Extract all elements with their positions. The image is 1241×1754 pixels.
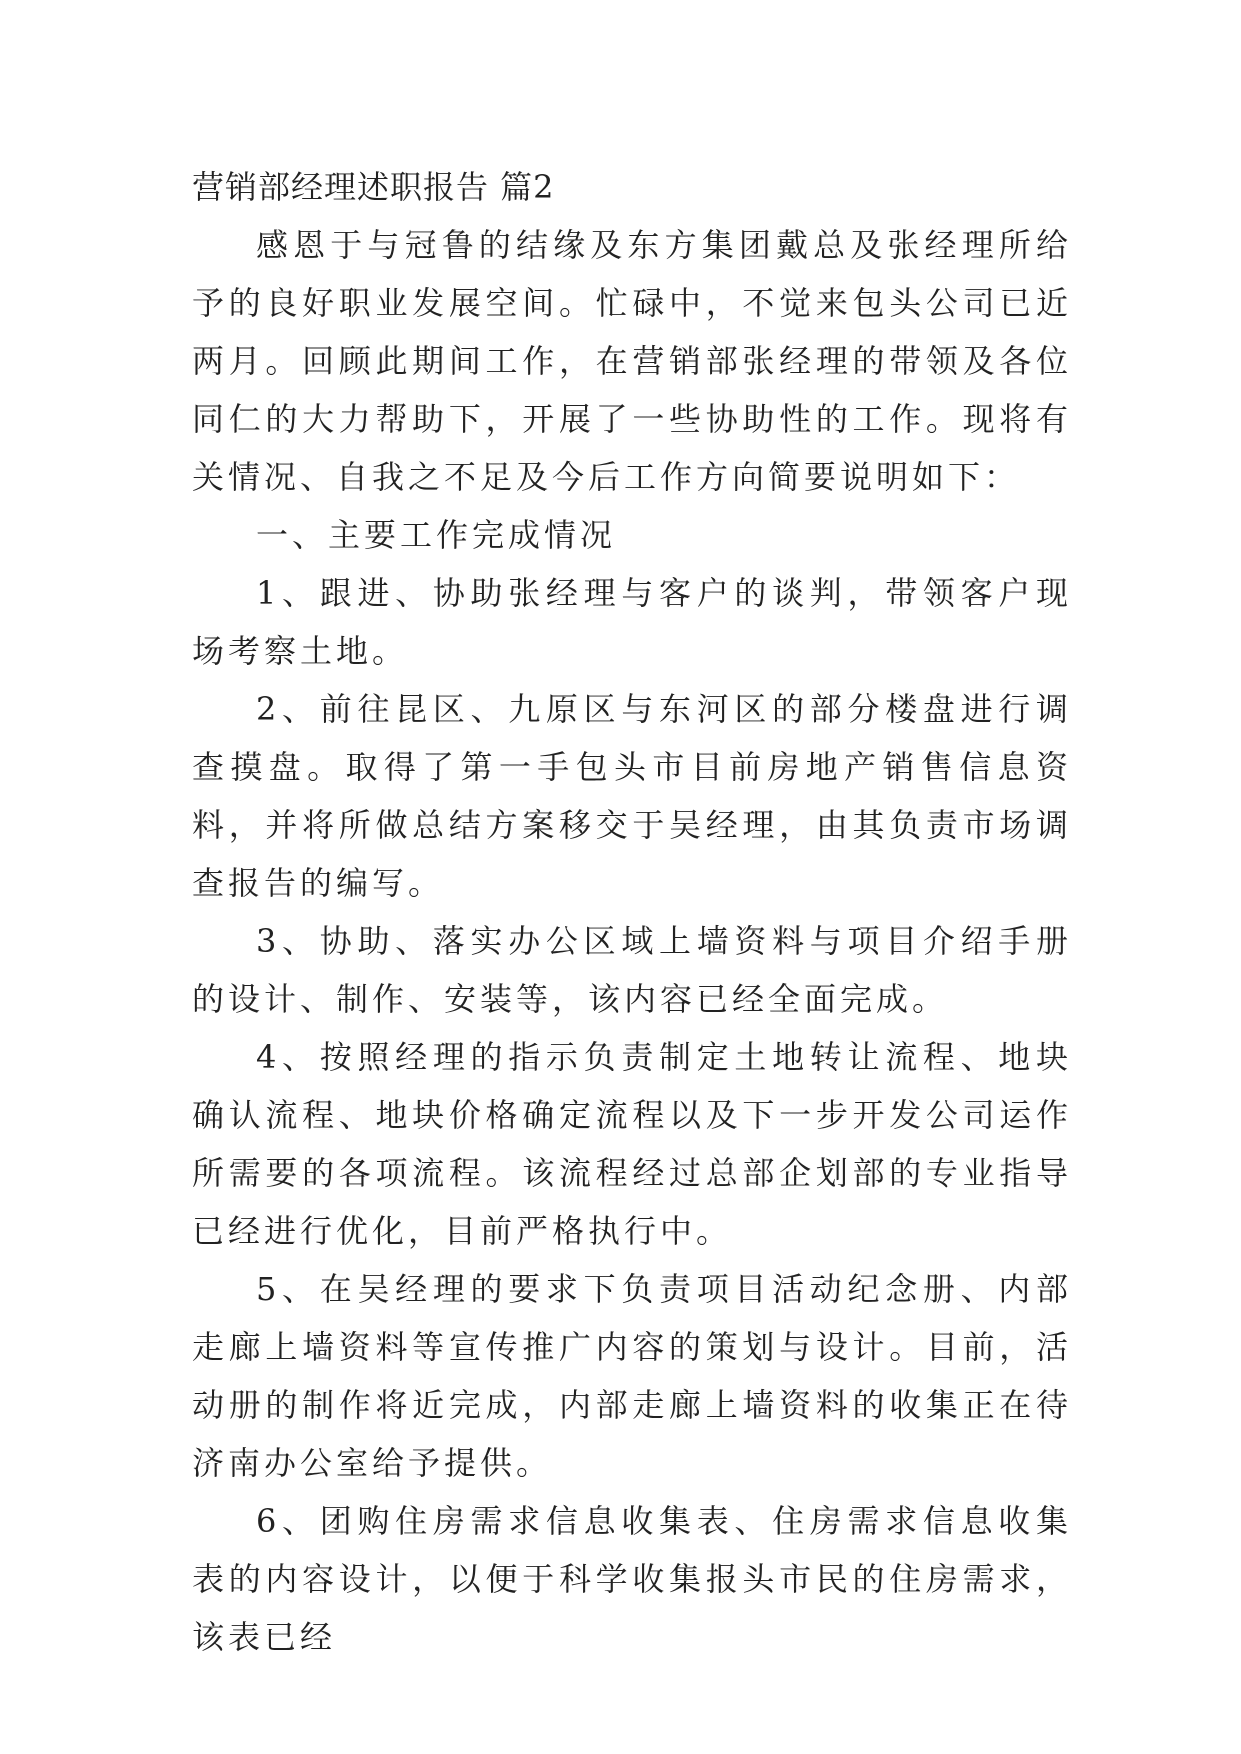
list-item: 6、团购住房需求信息收集表、住房需求信息收集表的内容设计，以便于科学收集报头市民的住房需求，该表已经 <box>192 1502 1072 1656</box>
list-item: 1、跟进、协助张经理与客户的谈判，带领客户现场考察土地。 <box>192 574 1072 670</box>
list-item: 3、协助、落实办公区域上墙资料与项目介绍手册的设计、制作、安装等，该内容已经全面完成。 <box>192 922 1072 1018</box>
list-item: 4、按照经理的指示负责制定土地转让流程、地块确认流程、地块价格确定流程以及下一步开发公司运作所需要的各项流程。该流程经过总部企划部的专业指导已经进行优化，目前严格执行中。 <box>192 1038 1072 1250</box>
document-body <box>192 158 1072 1666</box>
section-heading: 一、主要工作完成情况 <box>256 516 617 554</box>
list-item: 2、前往昆区、九原区与东河区的部分楼盘进行调查摸盘。取得了第一手包头市目前房地产销售信息资料，并将所做总结方案移交于吴经理，由其负责市场调查报告的编写。 <box>192 690 1072 902</box>
document-title: 营销部经理述职报告 篇2 <box>192 168 555 206</box>
list-item: 5、在吴经理的要求下负责项目活动纪念册、内部走廊上墙资料等宣传推广内容的策划与设计。目前，活动册的制作将近完成，内部走廊上墙资料的收集正在待济南办公室给予提供。 <box>192 1270 1072 1482</box>
intro-paragraph: 感恩于与冠鲁的结缘及东方集团戴总及张经理所给予的良好职业发展空间。忙碌中，不觉来包头公司已近两月。回顾此期间工作，在营销部张经理的带领及各位同仁的大力帮助下，开展了一些协助性的工作。现将有关情况、自我之不足及今后工作方向简要说明如下： <box>192 226 1072 496</box>
